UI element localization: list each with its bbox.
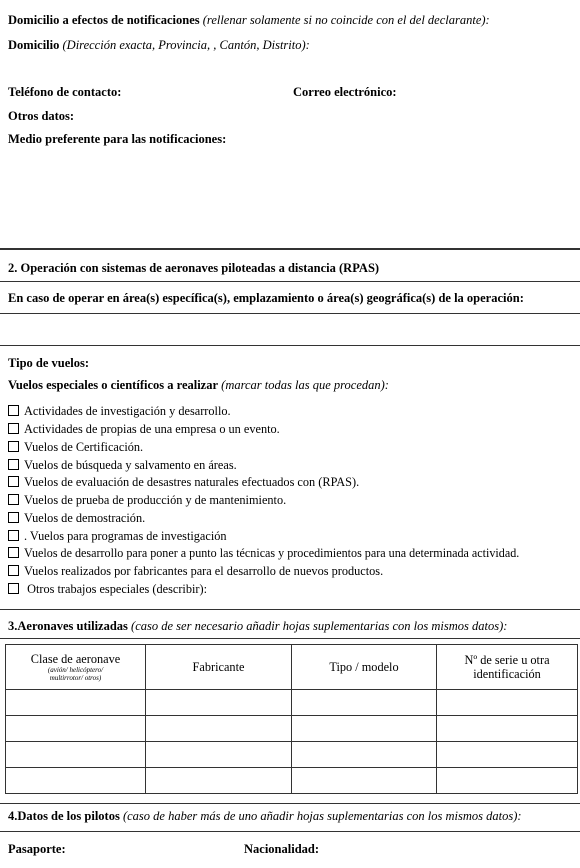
table-cell[interactable] bbox=[146, 768, 292, 794]
table-cell[interactable] bbox=[437, 768, 578, 794]
checkbox-label: . Vuelos para programas de investigación bbox=[24, 529, 227, 543]
pasaporte-label bbox=[8, 842, 66, 857]
checkbox-icon[interactable] bbox=[8, 476, 19, 487]
checkbox-label: Vuelos de búsqueda y salvamento en áreas. bbox=[24, 458, 237, 472]
pasaporte-text: Pasaporte: bbox=[8, 842, 66, 856]
checkbox-label: Vuelos de prueba de producción y de mantenimiento. bbox=[24, 493, 287, 507]
divider bbox=[0, 609, 580, 610]
medio-preferente-label bbox=[8, 132, 226, 147]
domicilio-efectos-label bbox=[8, 13, 490, 28]
checkbox-item[interactable] bbox=[8, 546, 519, 561]
section4-title-bold: 4.Datos de los pilotos bbox=[8, 809, 120, 823]
table-row bbox=[6, 742, 578, 768]
domicilio-label bbox=[8, 38, 310, 53]
table-cell[interactable] bbox=[6, 716, 146, 742]
area-operacion-label bbox=[8, 291, 524, 306]
header-serie-text: identificación bbox=[473, 667, 541, 681]
section3-title-bold: 3.Aeronaves utilizadas bbox=[8, 619, 128, 633]
divider bbox=[0, 803, 580, 804]
checkbox-label: Otros trabajos especiales (describir): bbox=[24, 582, 208, 596]
divider bbox=[0, 248, 580, 250]
nacionalidad-text: Nacionalidad: bbox=[244, 842, 320, 856]
table-row bbox=[6, 690, 578, 716]
checkbox-label: Vuelos de Certificación. bbox=[24, 440, 144, 454]
header-serie-text: Nº de serie u otra bbox=[464, 653, 550, 667]
header-serie bbox=[437, 645, 578, 690]
header-tipo bbox=[292, 645, 437, 690]
table-row bbox=[6, 716, 578, 742]
correo-text: Correo electrónico: bbox=[293, 85, 397, 99]
header-fabricante bbox=[146, 645, 292, 690]
header-fabricante-text: Fabricante bbox=[192, 660, 245, 674]
vuelos-especiales-italic: (marcar todas las que procedan): bbox=[221, 378, 389, 392]
domicilio-efectos-italic: (rellenar solamente si no coincide con el del declarante): bbox=[202, 13, 490, 27]
checkbox-icon[interactable] bbox=[8, 583, 19, 594]
table-row bbox=[6, 768, 578, 794]
checkbox-icon[interactable] bbox=[8, 459, 19, 470]
telefono-label bbox=[8, 85, 121, 100]
domicilio-italic: (Dirección exacta, Provincia, , Cantón, Distrito): bbox=[62, 38, 310, 52]
checkbox-item[interactable] bbox=[8, 564, 383, 579]
otros-datos-label bbox=[8, 109, 74, 124]
tipo-vuelos-text: Tipo de vuelos: bbox=[8, 356, 90, 370]
tipo-vuelos-label bbox=[8, 356, 89, 371]
checkbox-label: Vuelos de evaluación de desastres naturales efectuados con (RPAS). bbox=[24, 475, 360, 489]
aeronaves-table bbox=[5, 644, 578, 794]
table-cell[interactable] bbox=[292, 742, 437, 768]
table-cell[interactable] bbox=[146, 690, 292, 716]
checkbox-label: Actividades de investigación y desarrollo. bbox=[24, 404, 231, 418]
divider bbox=[0, 345, 580, 346]
checkbox-label: Vuelos realizados por fabricantes para el desarrollo de nuevos productos. bbox=[24, 564, 384, 578]
table-cell[interactable] bbox=[437, 742, 578, 768]
table-cell[interactable] bbox=[6, 742, 146, 768]
checkbox-label: Vuelos de desarrollo para poner a punto las técnicas y procedimientos para una determinada actividad. bbox=[24, 546, 520, 560]
checkbox-icon[interactable] bbox=[8, 512, 19, 523]
otros-datos-text: Otros datos: bbox=[8, 109, 75, 123]
table-cell[interactable] bbox=[146, 742, 292, 768]
checkbox-item[interactable] bbox=[8, 475, 359, 490]
checkbox-icon[interactable] bbox=[8, 441, 19, 452]
section2-title bbox=[8, 261, 379, 276]
vuelos-especiales-bold: Vuelos especiales o científicos a realizar bbox=[8, 378, 219, 392]
checkbox-item[interactable] bbox=[8, 493, 286, 508]
table-cell[interactable] bbox=[292, 690, 437, 716]
table-cell[interactable] bbox=[146, 716, 292, 742]
nacionalidad-label bbox=[244, 842, 319, 857]
checkbox-item[interactable] bbox=[8, 511, 145, 526]
vuelos-especiales-label bbox=[8, 378, 389, 393]
divider bbox=[0, 281, 580, 282]
checkbox-item[interactable] bbox=[8, 529, 227, 544]
checkbox-label: Actividades de propias de una empresa o un evento. bbox=[24, 422, 280, 436]
section2-title-text: 2. Operación con sistemas de aeronaves piloteadas a distancia (RPAS) bbox=[8, 261, 380, 275]
header-clase-sub: (avión/ helicóptero/ bbox=[47, 666, 104, 674]
table-cell[interactable] bbox=[292, 768, 437, 794]
checkbox-item[interactable] bbox=[8, 404, 231, 419]
divider bbox=[0, 638, 580, 639]
divider bbox=[0, 831, 580, 832]
header-tipo-text: Tipo / modelo bbox=[329, 660, 399, 674]
correo-label bbox=[293, 85, 397, 100]
checkbox-icon[interactable] bbox=[8, 494, 19, 505]
section3-title-italic: (caso de ser necesario añadir hojas suplementarias con los mismos datos): bbox=[131, 619, 508, 633]
checkbox-icon[interactable] bbox=[8, 405, 19, 416]
table-header-row bbox=[6, 645, 578, 690]
section4-title-italic: (caso de haber más de uno añadir hojas suplementarias con los mismos datos): bbox=[122, 809, 522, 823]
table-cell[interactable] bbox=[6, 768, 146, 794]
section4-title bbox=[8, 809, 522, 824]
header-clase-sub: multirrotor/ otros) bbox=[49, 674, 102, 682]
domicilio-bold: Domicilio bbox=[8, 38, 60, 52]
checkbox-icon[interactable] bbox=[8, 547, 19, 558]
checkbox-item[interactable] bbox=[8, 582, 207, 597]
checkbox-item[interactable] bbox=[8, 440, 143, 455]
table-cell[interactable] bbox=[437, 716, 578, 742]
header-clase-text: Clase de aeronave bbox=[30, 652, 121, 666]
telefono-text: Teléfono de contacto: bbox=[8, 85, 122, 99]
checkbox-label: Vuelos de demostración. bbox=[24, 511, 146, 525]
area-operacion-text: En caso de operar en área(s) específica(s), emplazamiento o área(s) geográfica(s) de la operación: bbox=[8, 291, 524, 305]
header-clase bbox=[6, 645, 146, 690]
medio-text: Medio preferente para las notificaciones: bbox=[8, 132, 227, 146]
table-cell[interactable] bbox=[6, 690, 146, 716]
checkbox-icon[interactable] bbox=[8, 530, 19, 541]
checkbox-item[interactable] bbox=[8, 458, 237, 473]
checkbox-item[interactable] bbox=[8, 422, 280, 437]
divider bbox=[0, 313, 580, 314]
domicilio-efectos-bold: Domicilio a efectos de notificaciones bbox=[8, 13, 200, 27]
checkbox-icon[interactable] bbox=[8, 423, 19, 434]
section3-title bbox=[8, 619, 507, 634]
checkbox-icon[interactable] bbox=[8, 565, 19, 576]
table-cell[interactable] bbox=[437, 690, 578, 716]
table-cell[interactable] bbox=[292, 716, 437, 742]
